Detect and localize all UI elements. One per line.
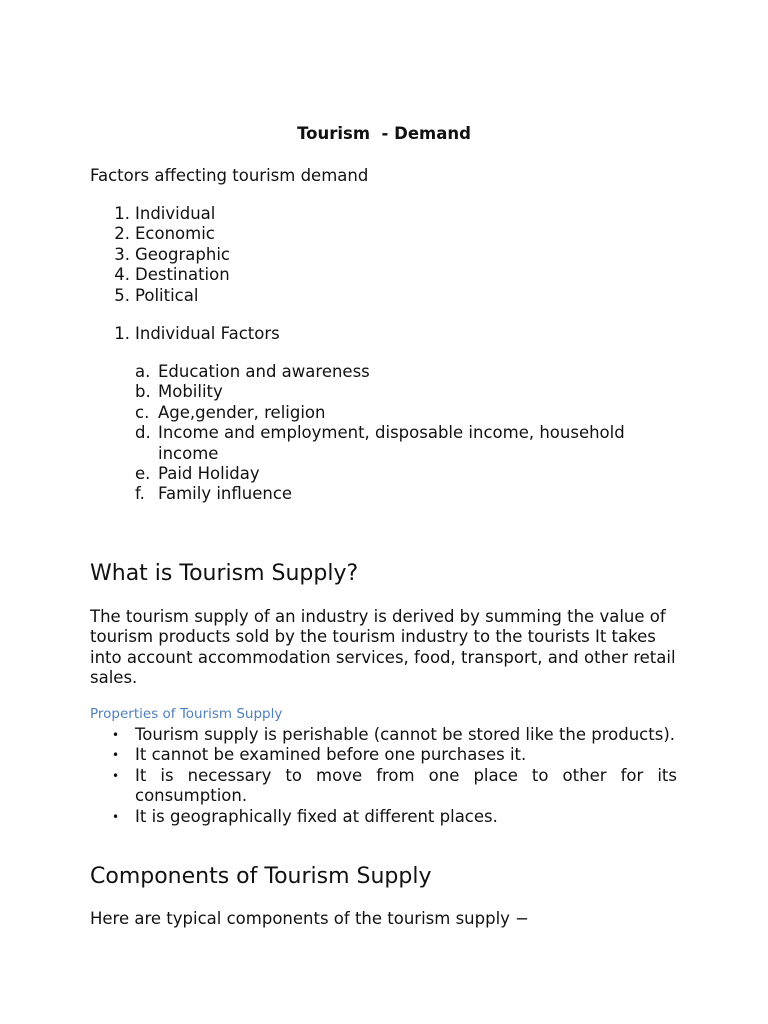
list-item: 2. Economic (114, 224, 215, 244)
list-item: f. Family influence (135, 484, 293, 504)
components-intro: Here are typical components of the tourism supply − (90, 909, 529, 928)
factors-list (90, 204, 690, 306)
list-item: • It is geographically fixed at different places. (112, 806, 498, 826)
individual-factors-heading-list (90, 324, 690, 344)
components-heading: Components of Tourism Supply (90, 864, 432, 889)
supply-paragraph: The tourism supply of an industry is derived by summing the value of tourism products sold by the tourism industry to the tourists It takes into account accommodation services, food, transport, and other retail sales. (90, 607, 676, 688)
page-title: Tourism - Demand (297, 124, 471, 143)
bullet-icon: • (112, 809, 120, 824)
intro-text: Factors affecting tourism demand (90, 166, 369, 185)
list-item: a. Education and awareness (135, 362, 370, 381)
supply-heading: What is Tourism Supply? (90, 561, 359, 586)
list-item: 4. Destination (114, 265, 230, 285)
list-item: • It is necessary to move from one place to other for its consumption. (112, 765, 677, 806)
bullet-icon: • (112, 728, 120, 742)
list-item: 1. Individual (114, 204, 216, 223)
properties-subheading: Properties of Tourism Supply (90, 706, 283, 722)
list-item: c. Age,gender, religion (135, 402, 326, 422)
list-item: • It cannot be examined before one purchases it. (112, 745, 527, 765)
bullet-icon: • (112, 768, 120, 783)
list-item: • Tourism supply is perishable (cannot be stored like the products). (112, 725, 676, 744)
list-item: 1. Individual Factors (114, 324, 280, 343)
list-item: e. Paid Holiday (135, 464, 260, 484)
list-item: 5. Political (114, 285, 199, 305)
individual-factors-list (90, 362, 660, 505)
bullet-icon: • (112, 748, 120, 763)
properties-list (90, 725, 677, 827)
list-item: 3. Geographic (114, 244, 230, 264)
list-item: b. Mobility (135, 382, 223, 402)
list-item: d. Income and employment, disposable income, household income (135, 423, 625, 463)
